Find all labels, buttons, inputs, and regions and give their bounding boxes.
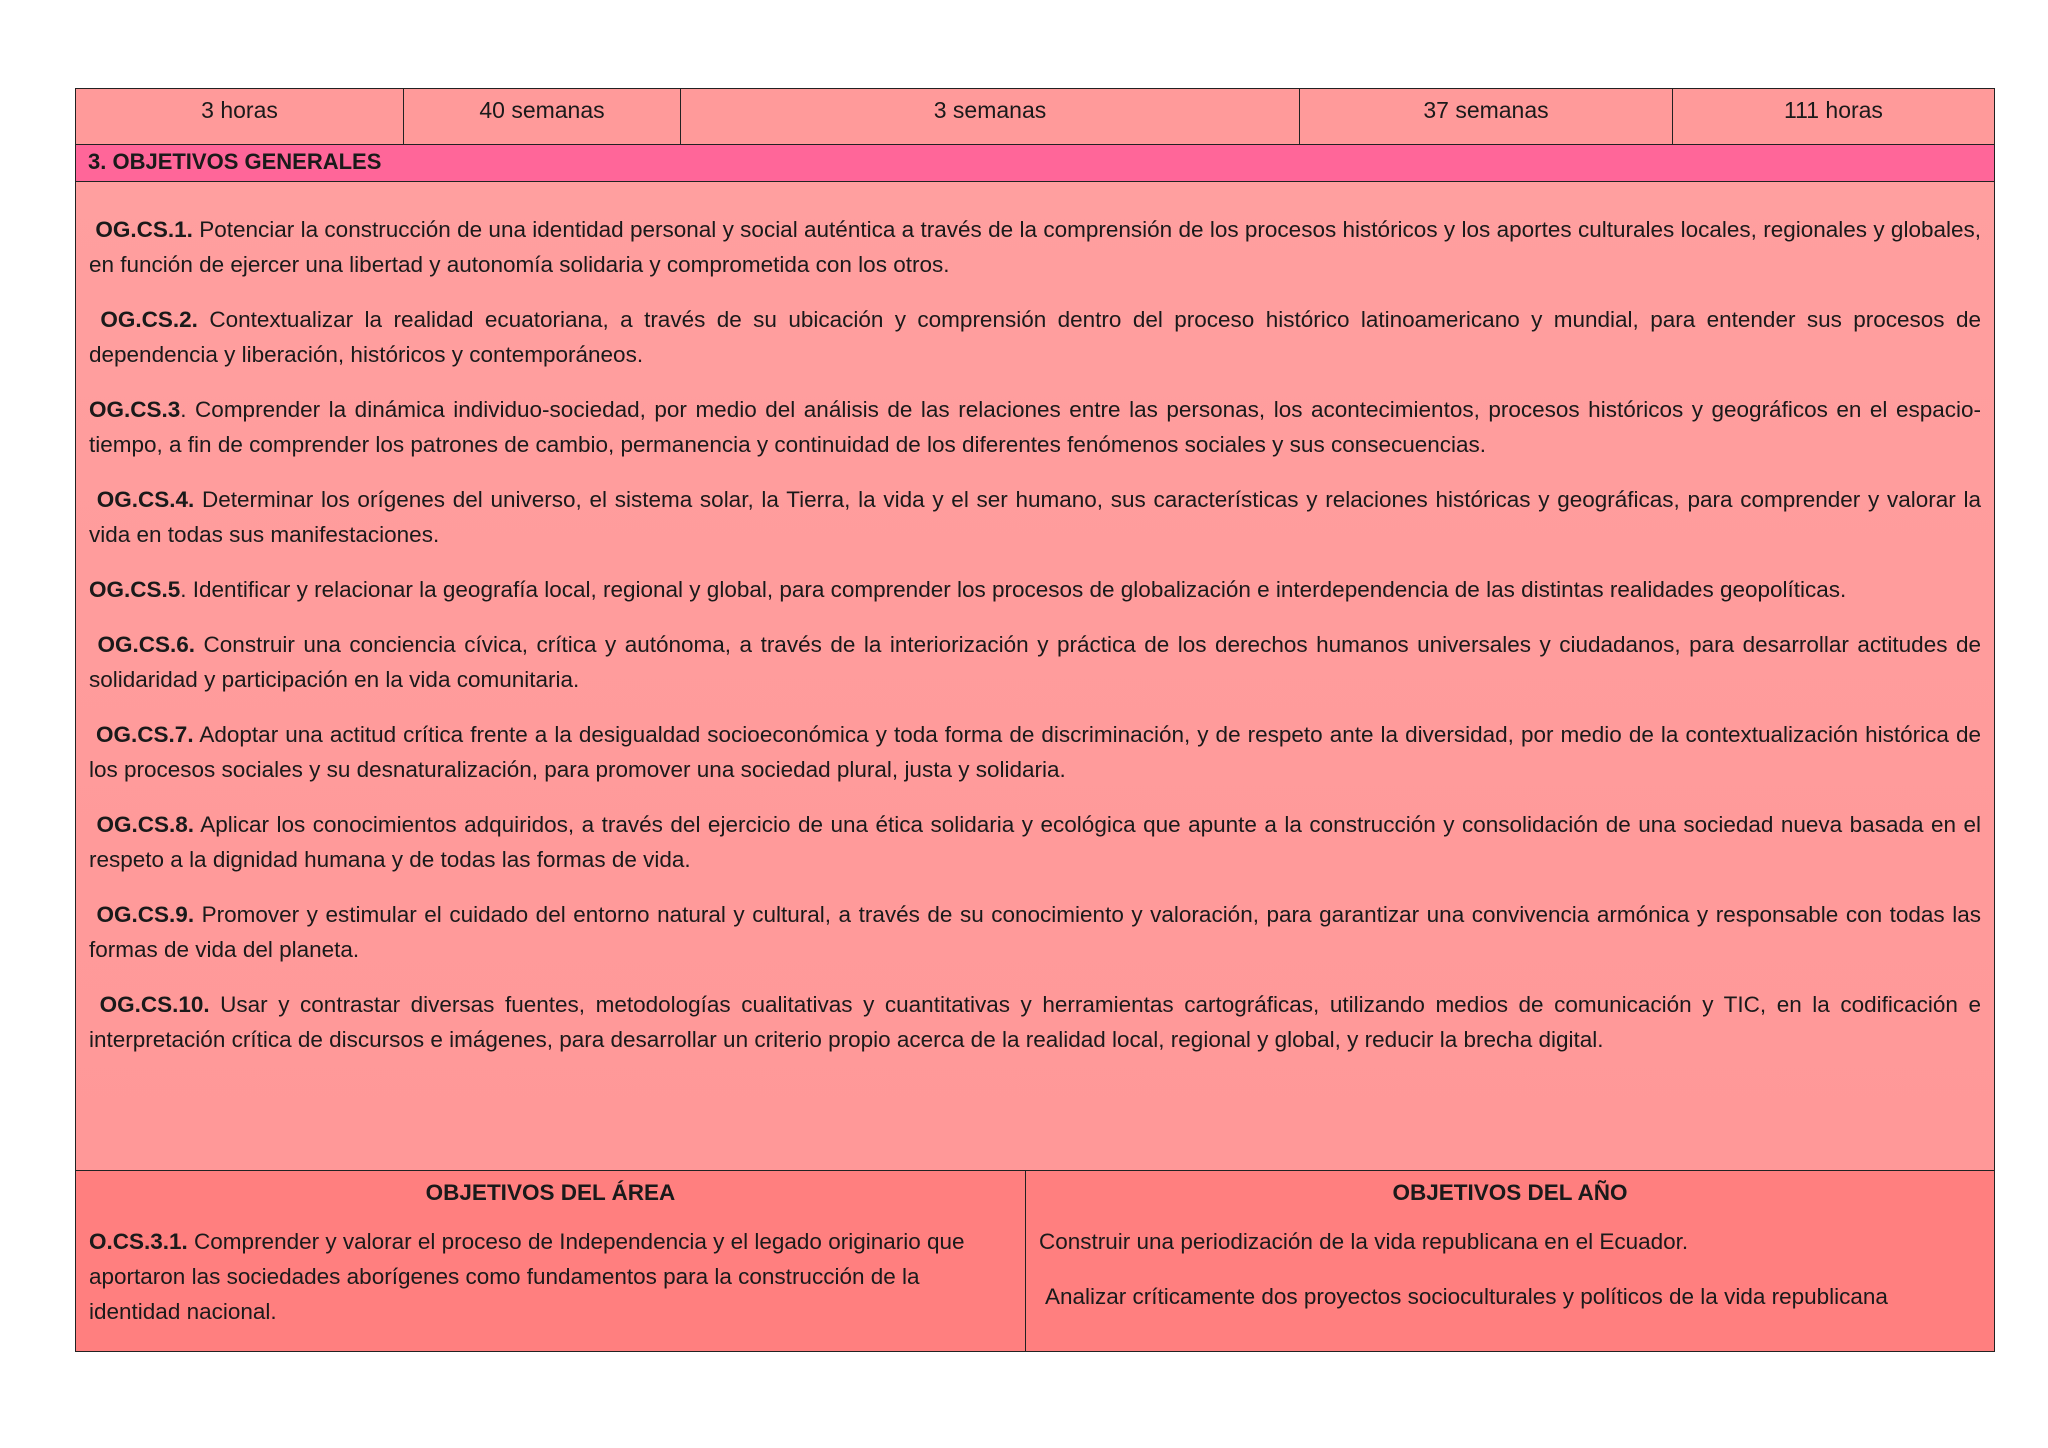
objective-code: OG.CS.1. <box>95 217 193 242</box>
objective-text: Promover y estimular el cuidado del entorno natural y cultural, a través de su conocimiento y valoración, para garantizar una convivencia armónica y responsable con todas las formas de vida del planeta. <box>89 902 1981 962</box>
objective-code: OG.CS.8. <box>96 812 195 837</box>
general-objectives-title: 3. OBJETIVOS GENERALES <box>76 145 1994 182</box>
objective-item <box>89 212 1981 282</box>
objective-code: OG.CS.7. <box>96 722 194 747</box>
objective-item <box>89 392 1981 462</box>
objective-text: Potenciar la construcción de una identidad personal y social auténtica a través de la comprensión de los procesos históricos y los aportes culturales locales, regionales y globales, en función de ejercer una libertad y autonomía solidaria y comprometida con los otros. <box>89 217 1981 277</box>
area-and-year-objectives-row <box>76 1171 1994 1351</box>
objective-item <box>89 482 1981 552</box>
general-objectives-list <box>76 182 1994 1171</box>
area-objectives-title: OBJETIVOS DEL ÁREA <box>425 1180 676 1205</box>
objective-text: Contextualizar la realidad ecuatoriana, a través de su ubicación y comprensión dentro del proceso histórico latinoamericano y mundial, para entender sus procesos de dependencia y liberación, históricos y contemporáneos. <box>89 307 1981 367</box>
year-objective-item-2: Analizar críticamente dos proyectos socioculturales y políticos de la vida republicana <box>1045 1284 1888 1309</box>
area-objective-item <box>89 1224 1012 1329</box>
objective-code: OG.CS.3 <box>89 397 181 422</box>
objective-text: . Identificar y relacionar la geografía local, regional y global, para comprender los procesos de globalización e interdependencia de las distintas realidades geopolíticas. <box>180 577 1847 602</box>
objective-text: Aplicar los conocimientos adquiridos, a través del ejercicio de una ética solidaria y ecológica que apunte a la construcción y consolidación de una sociedad nueva basada en el respeto a la dignidad humana y de todas las formas de vida. <box>89 812 1981 872</box>
objective-text: Determinar los orígenes del universo, el sistema solar, la Tierra, la vida y el ser humano, sus características y relaciones históricas y geográficas, para comprender y valorar la vida en todas sus manifestaciones. <box>89 487 1981 547</box>
year-objectives-cell <box>1026 1171 1994 1351</box>
hours-row <box>76 89 1994 145</box>
objective-text: . Comprender la dinámica individuo-sociedad, por medio del análisis de las relaciones entre las personas, los acontecimientos, procesos históricos y geográficos en el espacio-tiempo, a fin de comprender los patrones de cambio, permanencia y continuidad de los diferentes fenómenos sociales y sus consecuencias. <box>89 397 1981 457</box>
objective-item <box>89 897 1981 967</box>
area-objective-text: Comprender y valorar el proceso de Independencia y el legado originario que aportaron las sociedades aborígenes como fundamentos para la construcción de la identidad nacional. <box>89 1229 965 1324</box>
area-objective-code: O.CS.3.1. <box>89 1229 188 1254</box>
objective-code: OG.CS.9. <box>96 902 195 927</box>
objective-item <box>89 987 1981 1057</box>
objective-item <box>89 572 1981 607</box>
hours-cell-2: 40 semanas <box>404 89 681 144</box>
objective-item <box>89 717 1981 787</box>
objective-code: OG.CS.10. <box>99 992 210 1017</box>
hours-cell-3: 3 semanas <box>681 89 1300 144</box>
objective-item <box>89 302 1981 372</box>
objective-text: Construir una conciencia cívica, crítica y autónoma, a través de la interiorización y práctica de los derechos humanos universales y ciudadanos, para desarrollar actitudes de solidaridad y participación en la vida comunitaria. <box>89 632 1981 692</box>
objective-text: Adoptar una actitud crítica frente a la desigualdad socioeconómica y toda forma de discriminación, y de respeto ante la diversidad, por medio de la contextualización histórica de los procesos sociales y su desnaturalización, para promover una sociedad plural, justa y solidaria. <box>89 722 1981 782</box>
hours-cell-1: 3 horas <box>76 89 404 144</box>
objective-code: OG.CS.6. <box>97 632 196 657</box>
objective-code: OG.CS.2. <box>100 307 198 332</box>
year-objective-item-1: Construir una periodización de la vida republicana en el Ecuador. <box>1039 1229 1689 1254</box>
objective-item <box>89 627 1981 697</box>
hours-cell-4: 37 semanas <box>1300 89 1673 144</box>
objective-text: Usar y contrastar diversas fuentes, metodologías cualitativas y cuantitativas y herramientas cartográficas, utilizando medios de comunicación y TIC, en la codificación e interpretación crítica de discursos e imágenes, para desarrollar un criterio propio acerca de la realidad local, regional y global, y reducir la brecha digital. <box>89 992 1981 1052</box>
area-objectives-cell <box>76 1171 1026 1351</box>
hours-cell-5: 111 horas <box>1784 97 1883 123</box>
objective-code: OG.CS.5 <box>89 577 181 602</box>
planning-table <box>75 88 1995 1352</box>
year-objectives-title: OBJETIVOS DEL AÑO <box>1392 1180 1628 1205</box>
objective-item <box>89 807 1981 877</box>
objective-code: OG.CS.4. <box>96 487 195 512</box>
